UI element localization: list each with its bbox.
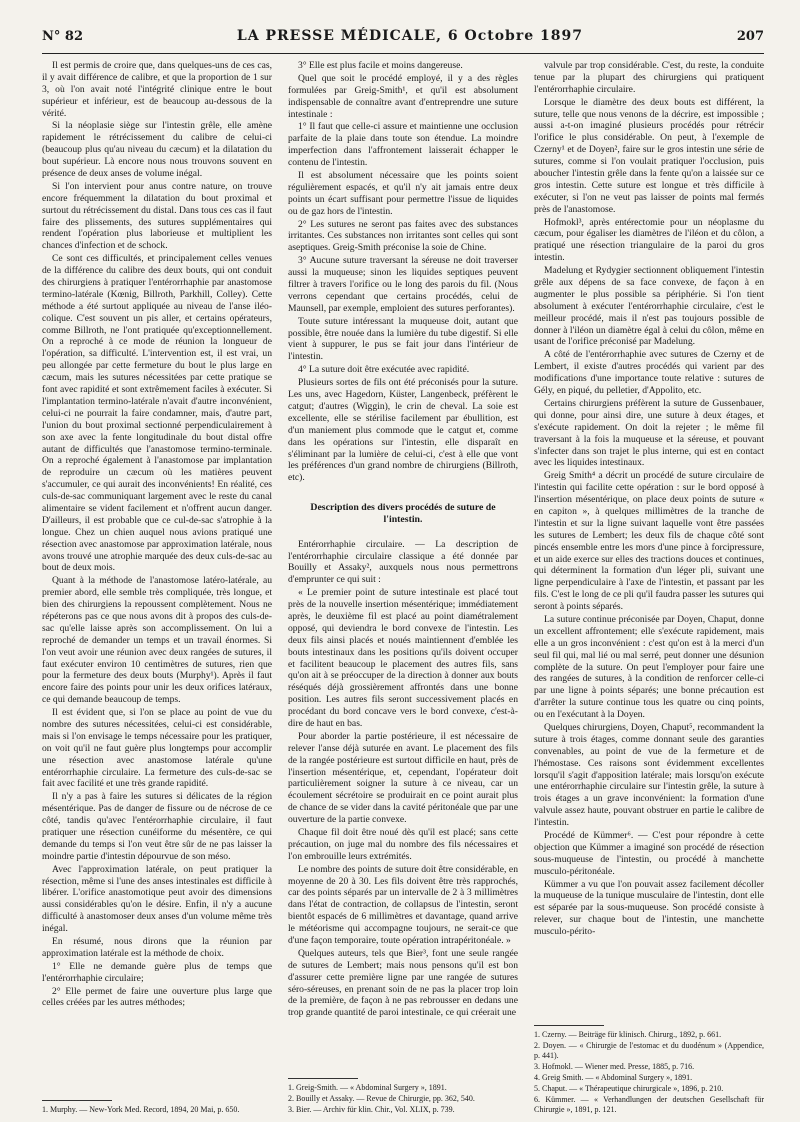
column-3-footnotes (534, 1019, 764, 1116)
paragraph: Procédé de Kümmer⁶. — C'est pour répondre à cette objection que Kümmer a imaginé son procédé de résection sous-muqueuse de l'intestin, ou procédé à manchette musculo-péritonéale. (534, 830, 764, 877)
section-title: Description des divers procédés de suture de l'intestin. (310, 502, 496, 526)
paragraph: 3° Aucune suture traversant la séreuse ne doit traverser aussi la muqueuse; sinon les liquides septiques peuvent filtrer à travers l'orifice ou le long des parois du fil. (Nous verrons cependant que certains procédés, celui de Maunsell, par exemple, emploient des sutures perforantes). (288, 255, 518, 314)
paragraph: En résumé, nous dirons que la réunion par approximation latérale est la méthode de choix. (42, 936, 272, 959)
column-3-body (534, 60, 764, 938)
journal-title: LA PRESSE MÉDICALE, 6 Octobre 1897 (236, 28, 583, 44)
paragraph: Chaque fil doit être noué dès qu'il est placé; sans cette précaution, on juge mal du nombre des fils nécessaires et l'on embrouille leurs extrémités. (288, 827, 518, 862)
paragraph: 2° Elle permet de faire une ouverture plus large que celles créées par les autres méthodes; (42, 985, 272, 1009)
column-2 (288, 60, 518, 1116)
footnote: 5. Chaput. — « Thérapeutique chirurgicale », 1896, p. 210. (534, 1084, 724, 1093)
paragraph: Il n'y a pas à faire les sutures si délicates de la région mésentérique. Pas de danger de fissure ou de nécrose de ce côté, tandis qu'avec l'entérorrhaphie circulaire, il faut pratiquer une résection cunéiforme du mésentère, ce qui demande du temps si l'on veut être sûr de ne pas laisser la moindre partie d'intestin dépourvue de son méso. (42, 791, 272, 862)
column-2-body-continued (288, 539, 518, 1020)
paragraph: La suture continue préconisée par Doyen, Chaput, donne un excellent affrontement; elle s'exécute rapidement, mais elle a un gros inconvénient : c'est qu'on est à la merci d'un seul fil qui, mal lié ou mal serré, peut donner une désunion complète de la suture. On peut l'employer pour faire une des rangées de sutures, à la condition de renforcer celle-ci par une ligne à points séparés; une bonne précaution est d'arrêter la suture continue tous les quatre ou cinq points, ou en l'exécutant à la Doyen. (534, 613, 764, 721)
paragraph: Il est permis de croire que, dans quelques-uns de ces cas, il y avait différence de calibre, et que la proportion de 1 sur 3, où l'on avait noté l'intégrité clinique entre le bout supérieur et inférieur, est de beaucoup au-dessous de la vérité. (42, 60, 272, 119)
paragraph: Avec l'approximation latérale, on peut pratiquer la résection, même si l'une des anses intestinales est difficile à libérer. L'orifice anastomotique peut avoir des dimensions aussi considérables qu'on le désire. Enfin, il n'y a aucune difficulté à anastomoser deux anses d'un volume même très inégal. (42, 863, 272, 935)
paragraph: Greig Smith⁴ a décrit un procédé de suture circulaire de l'intestin qui facilite cette opération : sur le bord opposé à l'insertion mésentérique, on place deux points de suture « en capiton », à quelques millimètres de la tranche de l'intestin et sur la ligne suivant laquelle vont être passées les sutures de Lembert; les deux fils de chaque côté sont pincés ensemble entre les mors d'une pince à forcipressure, et un aide exerce sur elles des tractions douces et continues, qui déterminent la formation d'un léger pli, suivant une ligne perpendiculaire à l'axe de l'intestin, et passant par les fils. C'est le long de ce pli qu'il faudra passer les sutures qui seront à points séparés. (534, 470, 764, 613)
column-3 (534, 60, 764, 1116)
paragraph: Quelques auteurs, tels que Bier³, font une seule rangée de sutures de Lembert; mais nous pensons qu'il est bon d'assurer cette première ligne par une rangée de sutures séro-séreuses, en prenant soin de ne pas la placer trop loin de la première, de façon à ne pas rebrousser en dedans une trop grande quantité de paroi intestinale, ce qui créerait une (288, 947, 518, 1019)
column-2-body (288, 60, 518, 484)
paragraph: 3° Elle est plus facile et moins dangereuse. (298, 60, 463, 71)
paragraph: 1° Il faut que celle-ci assure et maintienne une occlusion parfaite de la plaie dans toute son étendue. La moindre imperfection dans l'affrontement laisserait échapper le contenu de l'intestin. (288, 121, 518, 169)
paragraph: 1° Elle ne demande guère plus de temps que l'entérorrhaphie circulaire; (42, 960, 272, 984)
footnote: 2. Doyen. — « Chirurgie de l'estomac et du duodénum » (Appendice, p. 441). (534, 1041, 764, 1060)
paragraph: Pour aborder la partie postérieure, il est nécessaire de relever l'anse déjà suturée en avant. Le placement des fils de la rangée postérieure est surtout difficile en haut, près de l'insertion mésentérique, et, cependant, l'opérateur doit particulièrement soigner la suture à ce niveau, car un écoulement sécrétoire se produirait en ce point aurait plus de chance de se vider dans la cavité péritonéale que par une ouverture de la partie convexe. (288, 730, 518, 826)
paragraph: « Le premier point de suture intestinale est placé tout près de la nouvelle insertion mésentérique; immédiatement après, le deuxième fil est placé au point diamétralement opposé, qui deviendra le bord convexe de l'intestin. Les deux fils ainsi placés et noués maintiennent d'emblée les bouts intestinaux dans les positions qu'ils doivent occuper et facilitent beaucoup le placement des autres fils, sans qu'on ait à se préoccuper de la direction à donner aux bouts réséqués déjà grossièrement affrontés dans une bonne position. Les autres fils seront successivement placés en procédant du bord concave vers le bord convexe, c'est-à-dire de haut en bas. (288, 587, 518, 729)
footnote-rule (534, 1025, 604, 1026)
text-columns (42, 60, 764, 1116)
paragraph: 4° La suture doit être exécutée avec rapidité. (298, 364, 470, 376)
column-2-footnotes (288, 1072, 518, 1116)
footnote: 1. Czerny. — Beiträge für klinisch. Chirurg., 1892, p. 661. (534, 1030, 722, 1039)
footnote-rule (42, 1100, 112, 1101)
paragraph: valvule par trop considérable. C'est, du reste, la conduite tenue par la plupart des chirurgiens qui pratiquent l'entérorrhaphie circulaire. (534, 60, 764, 95)
column-1 (42, 60, 272, 1116)
column-1-body (42, 60, 272, 1009)
column-1-footnotes (42, 1094, 272, 1116)
issue-number: N° 82 (42, 29, 83, 44)
paragraph: 2° Les sutures ne seront pas faites avec des substances irritantes. Ces substances non irritantes sont celles qui sont aseptiques. Greig-Smith préconise la soie de Chine. (288, 218, 518, 254)
paragraph: Si la néoplasie siège sur l'intestin grêle, elle amène rapidement le rétrécissement du calibre de celui-ci (beaucoup plus qu'au niveau du cæcum) et la dilatation du bout supérieur. Là encore nous nous trouvons souvent en présence de deux anses de volume inégal. (42, 120, 272, 180)
paragraph: Le nombre des points de suture doit être considérable, en moyenne de 20 à 30. Les fils doivent être très rapprochés, car des points séparés par un intervalle de 2 à 3 millimètres dans l'état de contraction, de collapsus de l'intestin, seront bientôt espacés de 6 millimètres et davantage, quand arrive le météorisme qui accompagne toujours, ne serait-ce que d'une façon temporaire, toute opération intrapéritonéale. » (288, 863, 518, 947)
paragraph: Kümmer a vu que l'on pouvait assez facilement décoller la muqueuse de la tunique musculaire de l'intestin, dont elle est séparée par la sous-muqueuse. Son procédé consiste à relever, sur chaque bout de l'intestin, une manchette musculo-périto- (534, 878, 764, 938)
footnote: 4. Greig Smith. — « Abdominal Surgery », 1891. (534, 1073, 693, 1082)
paragraph: Il est évident que, si l'on se place au point de vue du nombre des sutures nécessitées, celui-ci est considérable, mais si l'on envisage le temps nécessaire pour les pratiquer, on voit qu'il ne faut guère plus longtemps pour accomplir une résection avec anastomose latérale qu'une entérorrhaphie circulaire. La fermeture des culs-de-sac se fait avec facilité et une très grande rapidité. (42, 707, 272, 790)
paragraph: Toute suture intéressant la muqueuse doit, autant que possible, être nouée dans la lumière du tube digestif. Si elle vient à suppurer, le pus se fait jour dans l'intérieur de l'intestin. (288, 315, 518, 363)
page-number: 207 (736, 29, 764, 44)
footnote-rule (288, 1078, 358, 1079)
paragraph: Entérorrhaphie circulaire. — La description de l'entérorrhaphie circulaire classique a été donnée par Bouilly et Assaky², auxquels nous nous permettrons d'emprunter ce qui suit : (288, 538, 518, 586)
paragraph: Quant à la méthode de l'anastomose latéro-latérale, au premier abord, elle semble très compliquée, très longue, et bien des chirurgiens la repoussent complètement. Nous ne répéterons pas ce que nous avons dit à propos des culs-de-sac qu'elle laisse après son accomplissement. On lui a reproché de demander un temps et un travail énormes. Si l'on veut avoir une réunion avec deux rangées de sutures, il faut exécuter environ 10 centimètres de sutures, rien que pour la fermeture des deux bouts (Murphy¹). Après il faut encore faire des points pour unir les deux orifices latéraux, ce qui demande beaucoup de temps. (42, 575, 272, 706)
footnote: 1. Greig-Smith. — « Abdominal Surgery », 1891. (288, 1083, 447, 1092)
paragraph: Quelques chirurgiens, Doyen, Chaput⁵, recommandent la suture à trois étages, comme donnant seule des garanties convenables, au point de vue de la fermeture et de l'hémostase. Ces raisons sont évidemment excellentes lorsqu'il s'agit d'apposition latérale; mais lorsqu'on exécute une entérorrhaphie circulaire sur l'intestin grêle, la suture à trois étages a un grave inconvénient: la formation d'une valvule assez haute, pouvant obstruer en partie le calibre de l'intestin. (534, 721, 764, 829)
footnote: 1. Murphy. — New-York Med. Record, 1894, 20 Mai, p. 650. (42, 1105, 240, 1114)
paragraph: Certains chirurgiens préfèrent la suture de Gussenbauer, qui donne, pour ainsi dire, une suture à deux étages, et s'exécute rapidement. On doit la rejeter ; le même fil traversant à la fois la muqueuse et la séreuse, et pouvant s'infecter dans son trajet le plus interne, qui est en contact avec les liquides intestinaux. (534, 397, 764, 469)
paragraph: Madelung et Rydygier sectionnent obliquement l'intestin grêle aux dépens de sa face convexe, de façon à en augmenter le plus possible sa périphérie. Si l'on tient absolument à exécuter l'entérorrhaphie circulaire, c'est le meilleur procédé, mais il n'est pas toujours possible de donner à l'iléon un diamètre égal à celui du côlon, même en usant de l'orifice préconisé par Madelung. (534, 265, 764, 348)
paragraph: Hofmokl³, après entérectomie pour un néoplasme du cæcum, pour égaliser les diamètres de l'iléon et du côlon, a pratiqué une résection triangulaire de la paroi du gros intestin. (534, 216, 764, 264)
paragraph: Si l'on intervient pour anus contre nature, on trouve encore fréquemment la dilatation du bout proximal et surtout du rétrécissement du distal. Dans tous ces cas il faut faire des plissements, des sutures supplémentaires qui rendent l'opération plus laborieuse et multiplient les chances d'infection et de schock. (42, 180, 272, 252)
footnote: 3. Hofmokl. — Wiener med. Presse, 1885, p. 716. (534, 1062, 695, 1071)
footnote: 2. Bouilly et Assaky. — Revue de Chirurgie, pp. 362, 540. (288, 1094, 475, 1103)
paragraph: Lorsque le diamètre des deux bouts est différent, la suture, telle que nous venons de la décrire, est impossible ; aussi a-t-on imaginé plusieurs procédés pour rétrécir l'orifice le plus considérable. On peut, à l'exemple de Czerny¹ et de Doyen², faire sur le gros intestin une série de sutures, comme si l'on voulait pratiquer l'occlusion, puis aboucher l'intestin grêle dans la fente qu'on a laissée sur ce gros intestin. Cette suture est longue et très difficile à exécuter, si l'on ne veut pas laisser de points mal fermés près de l'anastomose. (534, 96, 764, 215)
paragraph: Ce sont ces difficultés, et principalement celles venues de la différence du calibre des deux bouts, qui ont conduit des chirurgiens à pratiquer l'entérorrhaphie par anastomose termino-latérale (Kœnig, Billroth, Parkhill, Colley). Cette méthode a été surtout appliquée au niveau de l'anse iléo-colique. C'est souvent un pis aller, et certains opérateurs, comme Billroth, ne l'ont pratiquée qu'exceptionnellement. On a reproché à ce mode de réunion la longueur de l'opération, sa difficulté. L'intervention est, il est vrai, un peu allongée par cette fermeture du bout le plus large en cæcum, mais les sutures nécessitées par cette pratique se font avec rapidité et sont extrêmement faciles à exécuter. Si l'implantation termino-latérale n'avait d'autre inconvénient, celui-ci ne pourrait la faire condamner, mais, d'autre part, l'union du bout proximal sectionné perpendiculairement à son axe avec la fente longitudinale du bout distal offre autant de difficultés que l'anastomose termino-terminale. On a reproché également à l'anastomose par implantation de reproduire un cæcum où les matières peuvent s'accumuler, ce qui aurait des inconvénients! En réalité, ces culs-de-sac communiquant largement avec le reste du canal alimentaire se vident facilement et n'offrent aucun danger. D'ailleurs, il est probable que ce cul-de-sac s'atrophie à la longue. Chez un chien auquel nous avions pratiqué une résection avec anastomose par approximation latérale, nous avons trouvé une atrophie marquée des deux culs-de-sac au bout de deux mois. (42, 253, 272, 574)
paragraph: Quel que soit le procédé employé, il y a des règles formulées par Greig-Smith¹, et qu'il est absolument indispensable de connaître avant d'entreprendre une suture intestinale : (288, 72, 518, 120)
running-header (42, 28, 764, 54)
paragraph: Il est absolument nécessaire que les points soient régulièrement espacés, et qu'il n'y ait jamais entre deux points un écart suffisant pour permettre l'issue de liquides ou de gaz hors de l'intestin. (288, 170, 518, 217)
footnote: 6. Kümmer. — « Verhandlungen der deutschen Gesellschaft für Chirurgie », 1891, p. 121. (534, 1095, 764, 1114)
footnote: 3. Bier. — Archiv für klin. Chir., Vol. XLIX, p. 739. (288, 1105, 455, 1114)
paragraph: A côté de l'entérorrhaphie avec sutures de Czerny et de Lembert, il existe d'autres procédés qui varient par des modifications d'une importance toute relative : sutures de Gély, en piqué, du pelletier, d'Appolito, etc. (534, 349, 764, 397)
paragraph: Plusieurs sortes de fils ont été préconisés pour la suture. Les uns, avec Hagedorn, Küster, Langenbeck, préfèrent le catgut; d'autres (Wiggin), le crin de cheval. La soie est excellente, elle se stérilise facilement par ébullition, est d'un maniement plus commode que le catgut et, comme dans les opérations sur l'intestin, elle disparaît en s'éliminant par la lumière de celui-ci, c'est à elle que vont les préférences d'un grand nombre de chirurgiens (Billroth, etc). (288, 377, 518, 484)
